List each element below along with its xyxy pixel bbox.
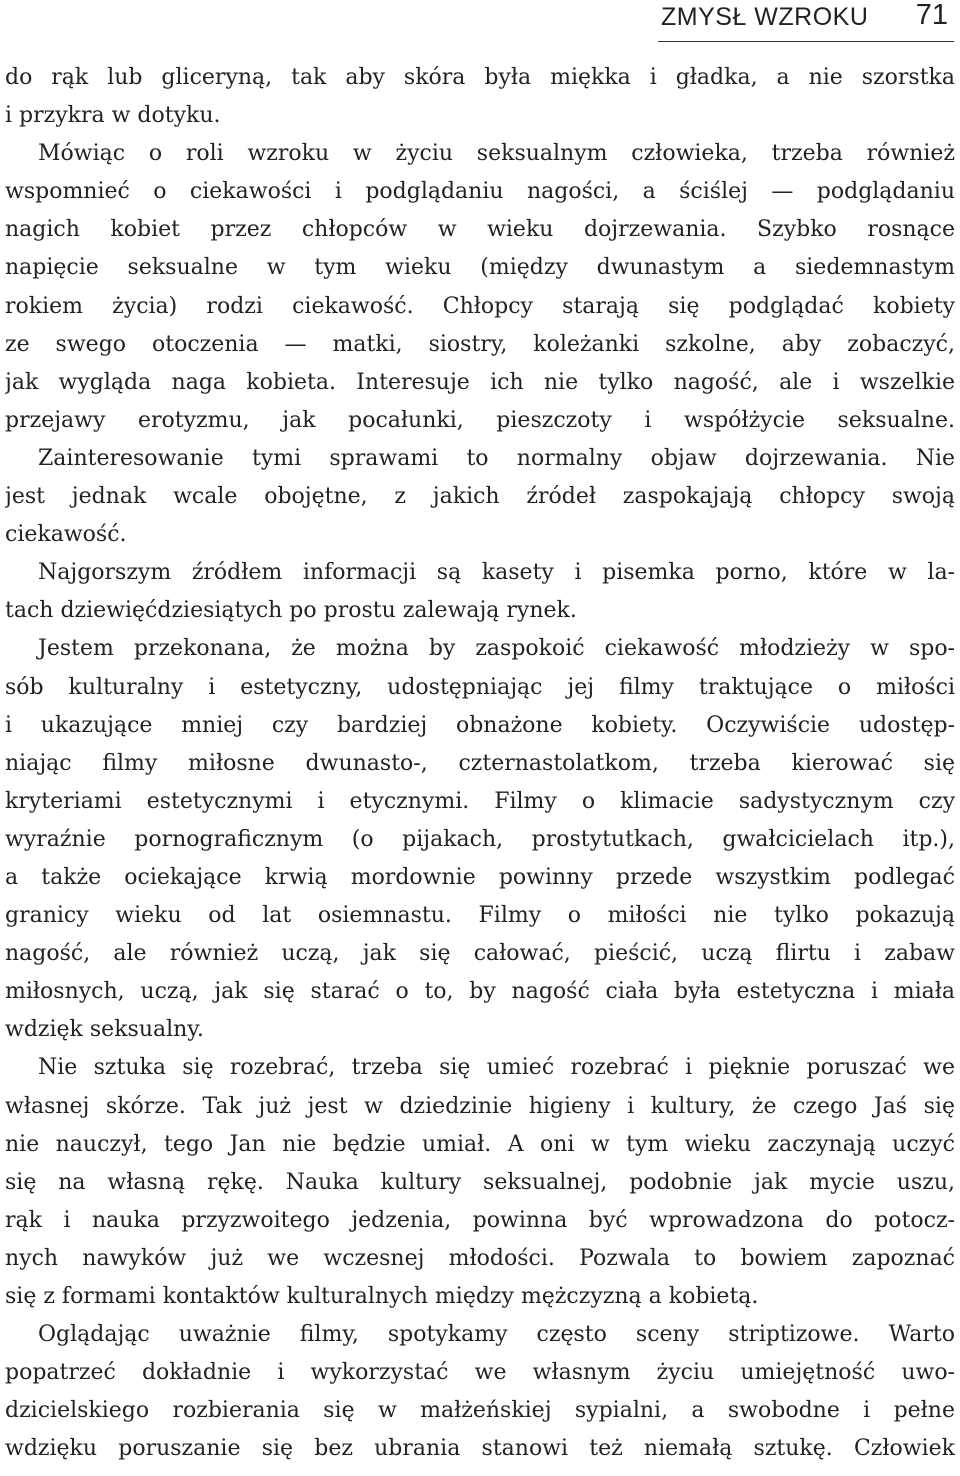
text-line: granicy wieku od lat osiemnastu. Filmy o miłości nie tylko pokazują [5,903,955,929]
text-line: popatrzeć dokładnie i wykorzystać we własnym życiu umiejętność uwo- [5,1360,955,1386]
text-line: ciekawość. [5,522,127,548]
text-line: Zainteresowanie tymi sprawami to normalny objaw dojrzewania. Nie [38,445,955,471]
text-line: wdzięku poruszanie się bez ubrania stanowi też niemałą sztukę. Człowiek [5,1436,955,1462]
text-line: Jestem przekonana, że można by zaspokoić ciekawość młodzieży w spo- [38,636,955,662]
text-line: wspomnieć o ciekawości i podglądaniu nagości, a ściślej — podglądaniu [5,179,955,205]
text-line: nych nawyków już we wczesnej młodości. Pozwala to bowiem zapoznać [5,1245,955,1271]
text-line: Najgorszym źródłem informacji są kasety i pisemka porno, które w la- [38,560,955,586]
text-line: sób kulturalny i estetyczny, udostępniając jej filmy traktujące o miłości [5,674,955,700]
text-line: tach dziewięćdziesiątych po prostu zalewają rynek. [5,598,577,624]
text-line: wdzięk seksualny. [5,1017,204,1043]
text-line: nie nauczył, tego Jan nie będzie umiał. A oni w tym wieku zaczynają uczyć [5,1131,955,1157]
text-line: się na własną rękę. Nauka kultury seksualnej, podobnie jak mycie uszu, [5,1169,955,1195]
text-line: wyraźnie pornograficznym (o pijakach, prostytutkach, gwałcicielach itp.), [5,826,955,852]
chapter-title: ZMYSŁ WZROKU [661,3,869,31]
text-line: rokiem życia) rodzi ciekawość. Chłopcy starają się podglądać kobiety [5,293,955,319]
text-line: nagich kobiet przez chłopców w wieku dojrzewania. Szybko rosnące [5,217,955,243]
text-line: Oglądając uważnie filmy, spotykamy często sceny striptizowe. Warto [38,1322,955,1348]
body-text [5,59,955,1468]
text-line: a także ociekające krwią mordownie powinny przede wszystkim podlegać [5,864,955,890]
text-line: przejawy erotyzmu, jak pocałunki, pieszczoty i współżycie seksualne. [5,407,955,433]
page-number: 71 [915,0,948,31]
text-line: Mówiąc o roli wzroku w życiu seksualnym człowieka, trzeba również [38,141,955,167]
text-line: do rąk lub gliceryną, tak aby skóra była miękka i gładka, a nie szorstka [5,65,955,90]
text-line: Nie sztuka się rozebrać, trzeba się umieć rozebrać i pięknie poruszać we [38,1055,955,1081]
text-line: rąk i nauka przyzwoitego jedzenia, powinna być wprowadzona do potocz- [5,1207,955,1233]
text-line: ze swego otoczenia — matki, siostry, koleżanki szkolne, aby zobaczyć, [5,331,955,357]
text-line: własnej skórze. Tak już jest w dziedzinie higieny i kultury, że czego Jaś się [5,1093,955,1119]
text-line: jest jednak wcale obojętne, z jakich źródeł zaspokajają chłopcy swoją [5,484,955,510]
text-line: napięcie seksualne w tym wieku (między dwunastym a siedemnastym [5,255,955,281]
text-line: kryteriami estetycznymi i etycznymi. Filmy o klimacie sadystycznym czy [5,788,955,814]
text-line: jak wygląda naga kobieta. Interesuje ich nie tylko nagość, ale i wszelkie [5,369,955,395]
text-line: i przykra w dotyku. [5,103,221,129]
text-line: się z formami kontaktów kulturalnych między mężczyzną a kobietą. [5,1284,759,1309]
text-line: niając filmy miłosne dwunasto-, czternastolatkom, trzeba kierować się [5,750,955,776]
text-line: i ukazujące mniej czy bardziej obnażone kobiety. Oczywiście udostęp- [5,712,955,738]
running-header [0,0,960,50]
text-line: dzicielskiego rozbierania się w małżeńskiej sypialni, a swobodne i pełne [5,1398,955,1424]
text-line: miłosnych, uczą, jak się starać o to, by nagość ciała była estetyczna i miała [5,979,955,1005]
text-line: nagość, ale również uczą, jak się całować, pieścić, uczą flirtu i zabaw [5,941,955,967]
header-rule [658,41,954,42]
